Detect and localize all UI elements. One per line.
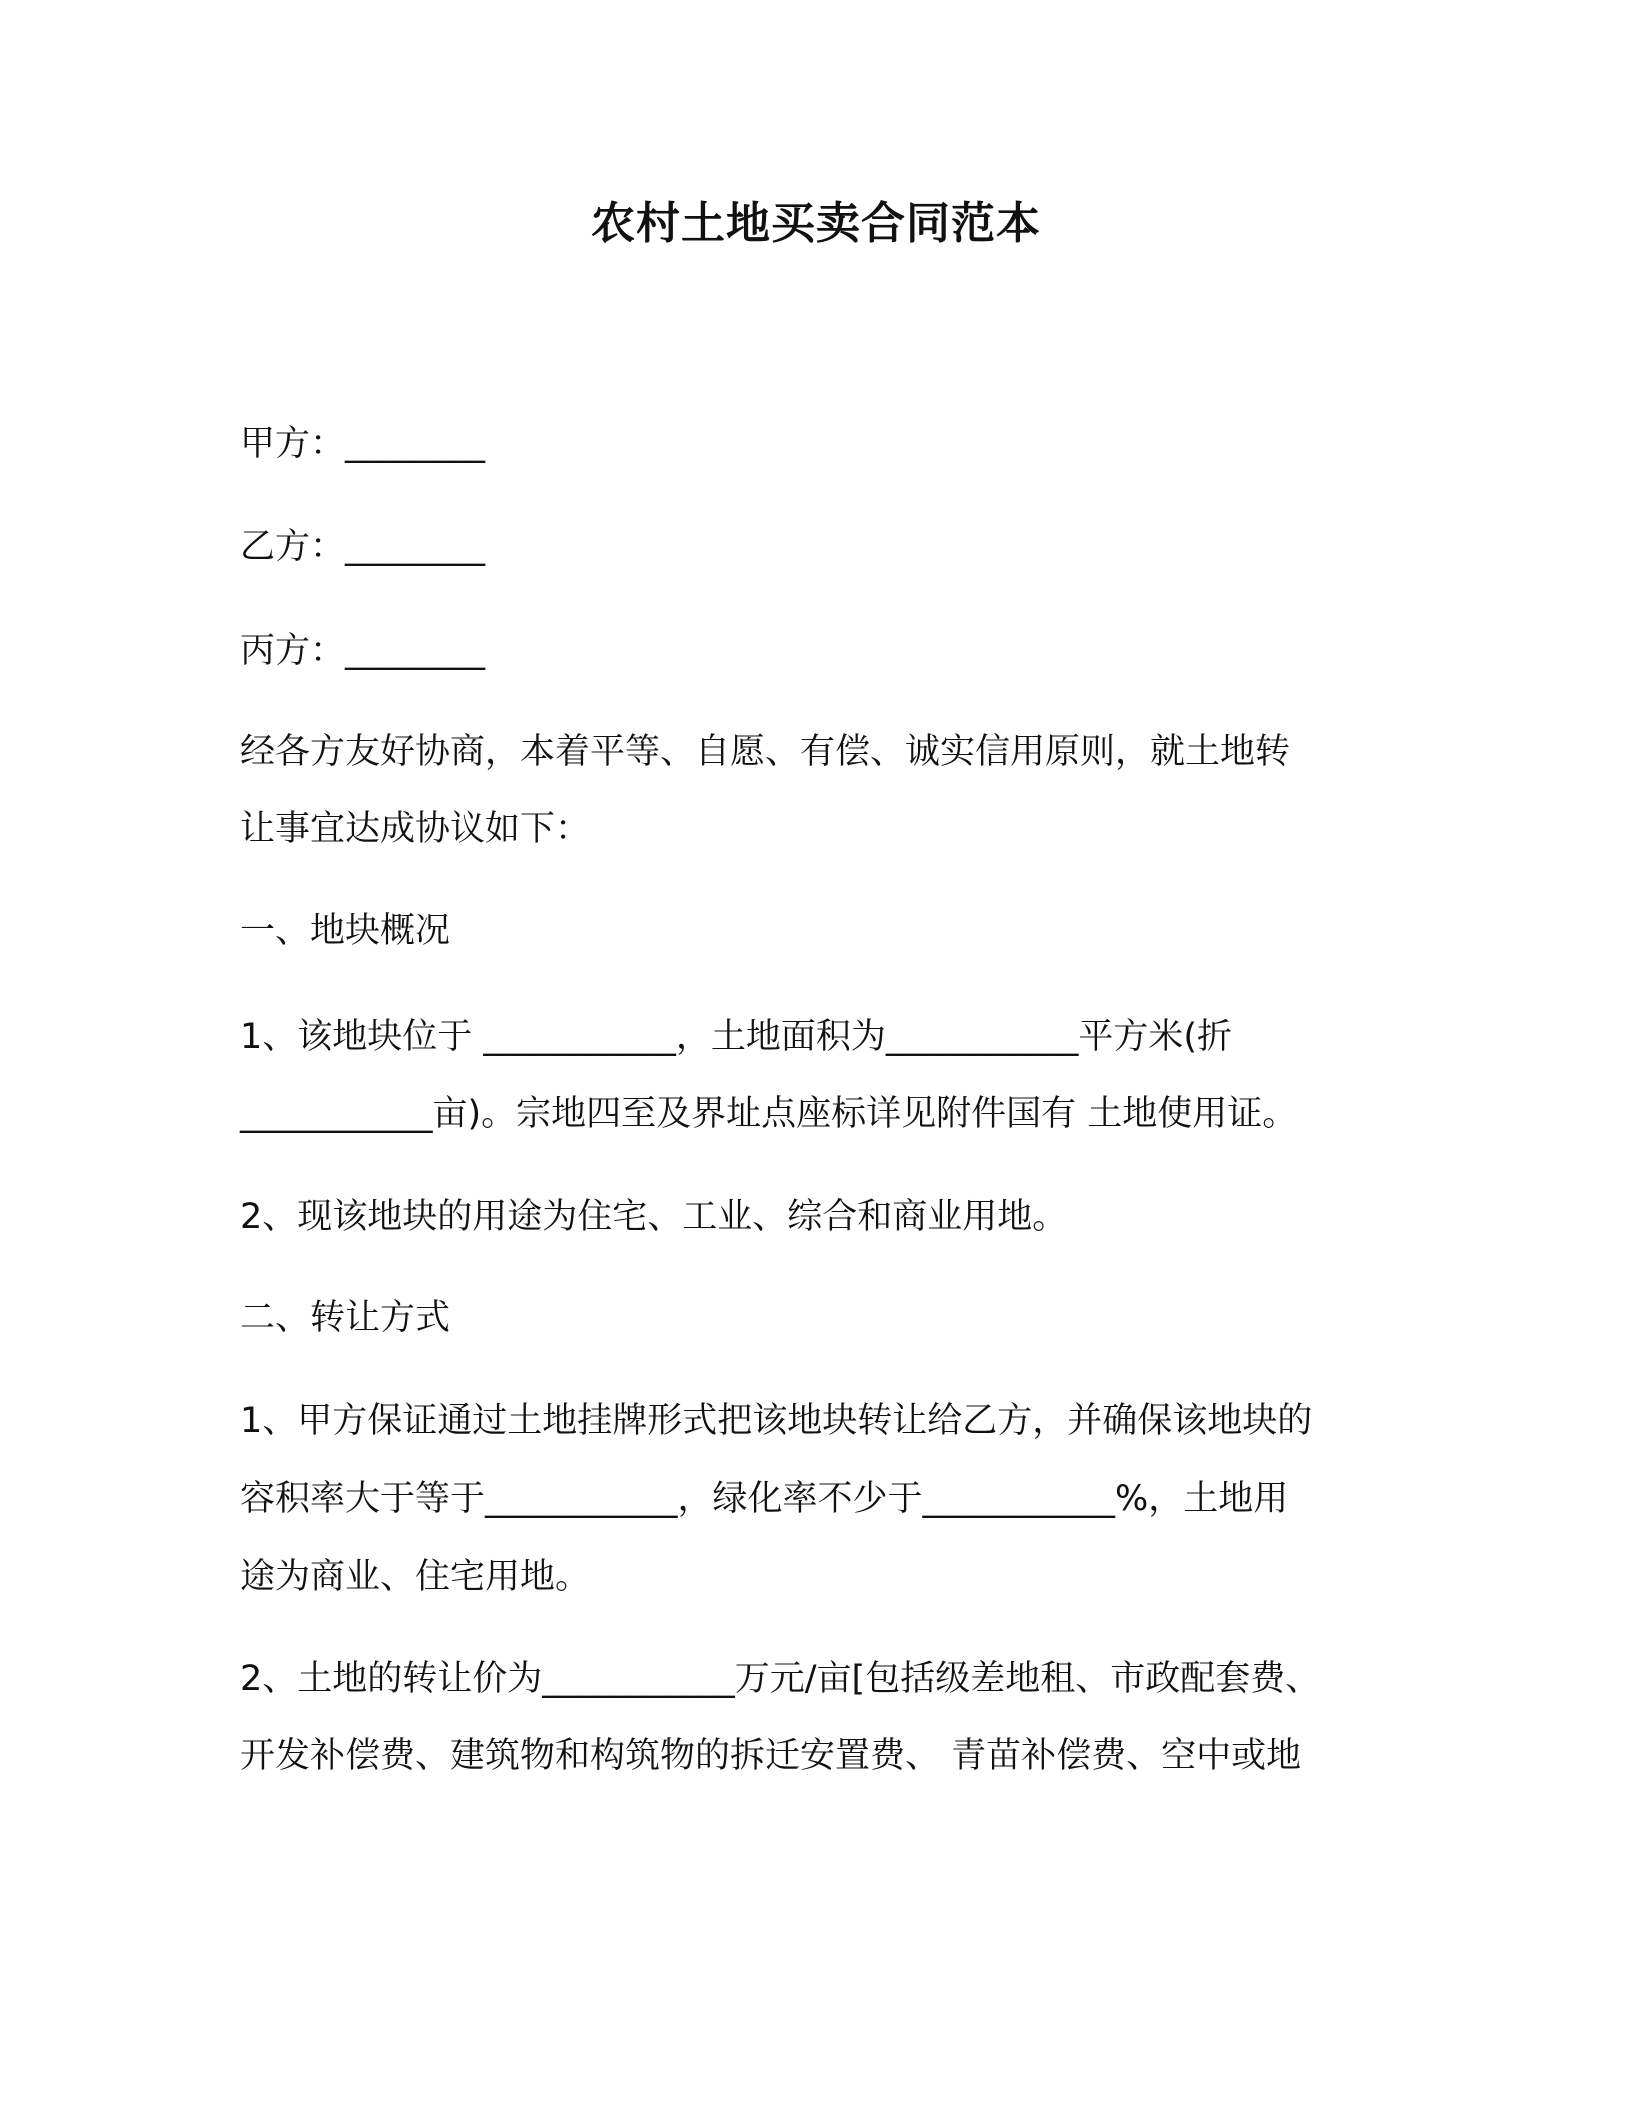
preamble-line-2: 让事宜达成协议如下： — [240, 809, 591, 849]
clause-1-1-line-1: 1、该地块位于 ___________，土地面积为___________平方米(折 — [240, 1017, 1233, 1057]
clause-2-2-line-2: 开发补偿费、建筑物和构筑物的拆迁安置费、 青苗补偿费、空中或地 — [240, 1736, 1302, 1776]
section-heading-1: 一、地块概况 — [240, 911, 451, 951]
document-title: 农村土地买卖合同范本 — [591, 198, 1041, 249]
clause-1-2-line: 2、现该地块的用途为住宅、工业、综合和商业用地。 — [240, 1197, 1068, 1237]
clause-2-1-line-1: 1、甲方保证通过土地挂牌形式把该地块转让给乙方，并确保该地块的 — [240, 1401, 1313, 1441]
party-a-line: 甲方：________ — [240, 424, 486, 464]
clause-2-1-line-2: 容积率大于等于___________，绿化率不少于___________%，土地用 — [240, 1479, 1289, 1519]
clause-2-2-line-1: 2、土地的转让价为___________万元/亩[包括级差地租、市政配套费、 — [240, 1659, 1321, 1699]
section-heading-2: 二、转让方式 — [240, 1298, 451, 1338]
party-b-line: 乙方：________ — [240, 527, 486, 567]
preamble-line-1: 经各方友好协商，本着平等、自愿、有偿、诚实信用原则，就土地转 — [240, 732, 1291, 772]
clause-2-1-line-3: 途为商业、住宅用地。 — [240, 1557, 591, 1597]
clause-1-1-line-2: ___________亩)。宗地四至及界址点座标详见附件国有 土地使用证。 — [240, 1094, 1298, 1134]
party-c-line: 丙方：________ — [240, 631, 486, 671]
